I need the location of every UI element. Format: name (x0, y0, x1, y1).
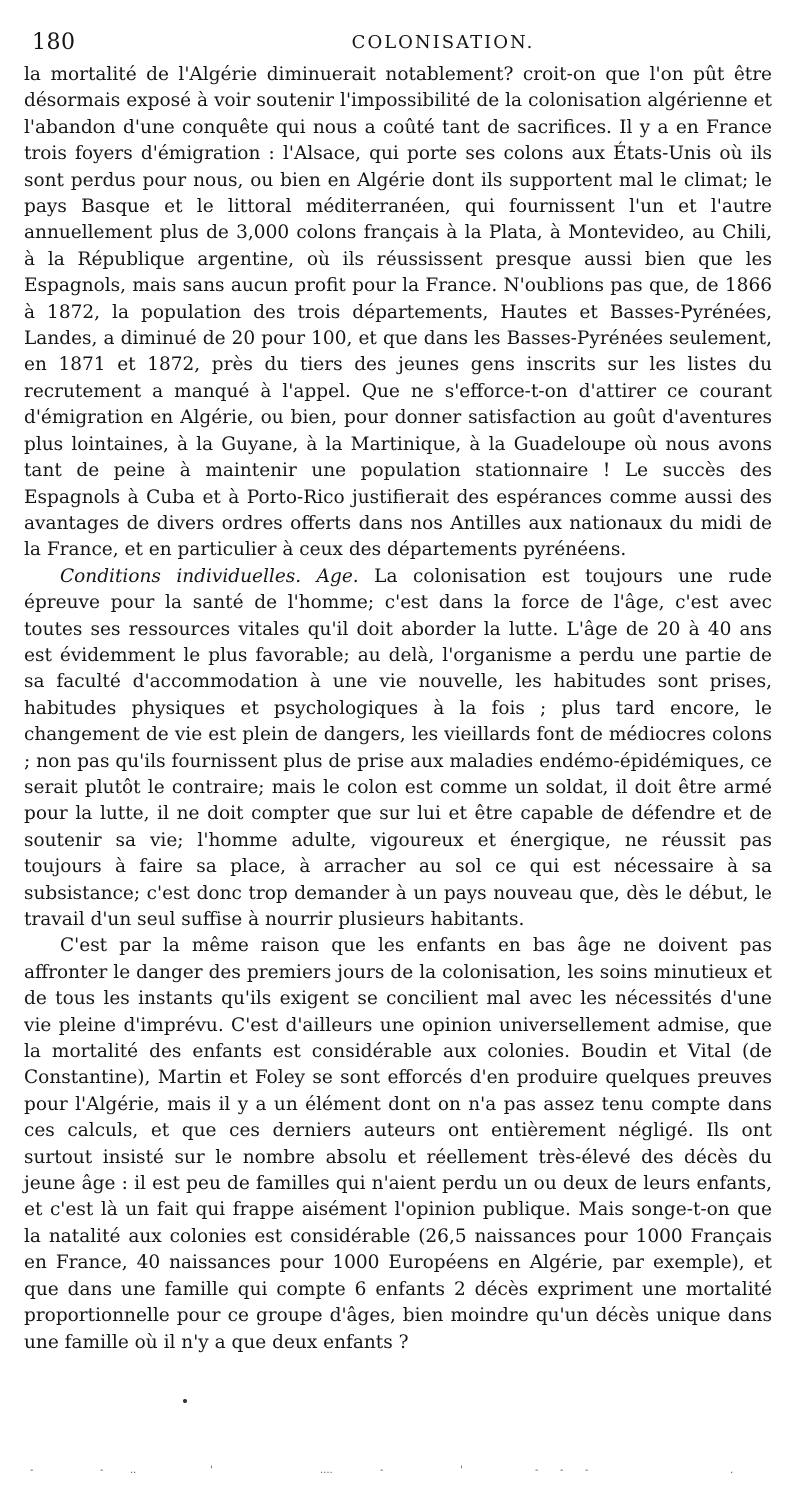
footer-mark: - (100, 1465, 104, 1476)
book-page (24, 28, 772, 1356)
footer-mark: ' (210, 1465, 213, 1476)
page-header (24, 28, 772, 58)
paragraph-2 (24, 564, 772, 934)
footer-mark: - (380, 1465, 384, 1476)
footer-mark: .. (130, 1465, 137, 1476)
paragraph-2-text: La colonisation est toujours une rude épreuve pour la santé de l'homme; c'est dans la force de l'âge, c'est avec toutes ses ressources vitales qu'il doit aborder la lutte. L'âge de 20 à 40 ans est évidemment le plus favorable; au delà, l'organisme a perdu une partie de sa faculté d'accommodation à une vie nouvelle, les habitudes sont prises, habitudes physiques et psychologiques à la fois ; plus tard encore, le changement de vie est plein de dangers, les vieillards font de médiocres colons ; non pas qu'ils fournissent plus de prise aux maladies endémo-épidémiques, ce serait plutôt le contraire; mais le colon est comme un soldat, il doit être armé pour la lutte, il ne doit compter que sur lui et être capable de défendre et de soutenir sa vie; l'homme adulte, vigoureux et énergique, ne réussit pas toujours à faire sa place, à arracher au sol ce qui est nécessaire à sa subsistance; c'est donc trop demander à un pays nouveau que, dès le début, le travail d'un seul suffise à nourrir plusieurs habitants. (24, 565, 773, 930)
paragraph-3: C'est par la même raison que les enfants en bas âge ne doivent pas affronter le danger des premiers jours de la colonisation, les soins minutieux et de tous les instants qu'ils exigent se concilient mal avec les nécessités d'une vie pleine d'imprévu. C'est d'ailleurs une opinion universellement admise, que la mortalité des enfants est considérable aux colonies. Boudin et Vital (de Constantine), Martin et Foley se sont efforcés d'en produire quelques preuves pour l'Algérie, mais il y a un élément dont on n'a pas assez tenu compte dans ces calculs, et que ces derniers auteurs ont entièrement négligé. Ils ont surtout insisté sur le nombre absolu et réellement très-élevé des décès du jeune âge : il est peu de familles qui n'aient perdu un ou deux de leurs enfants, et c'est là un fait qui frappe aisément l'opinion publique. Mais songe-t-on que la natalité aux colonies est considérable (26,5 naissances pour 1000 Français en France, 40 naissances pour 1000 Européens en Algérie, par exemple), et que dans une famille qui compte 6 enfants 2 décès expriment une mortalité proportionnelle pour ce groupe d'âges, bien moindre qu'un décès unique dans une famille où il n'y a que deux enfants ? (24, 935, 772, 1353)
footer-mark: .... (320, 1465, 333, 1476)
page-number: 180 (32, 30, 76, 55)
paragraph-2-lead: Conditions individuelles. Age. (60, 565, 359, 587)
running-title: COLONISATION. (351, 32, 535, 53)
footer-mark: - (30, 1465, 34, 1476)
footer-mark: - (535, 1465, 539, 1476)
body-text (24, 62, 772, 1356)
footer-ink-marks (30, 1466, 770, 1474)
stray-ink-dot (183, 1399, 187, 1403)
footer-mark: ' (460, 1465, 463, 1476)
footer-mark: - (585, 1465, 589, 1476)
footer-mark: . (730, 1465, 734, 1476)
footer-mark: - (560, 1465, 564, 1476)
paragraph-1: la mortalité de l'Algérie diminuerait notablement? croit-on que l'on pût être désormais exposé à voir soutenir l'impossibilité de la colonisation algérienne et l'abandon d'une conquête qui nous a coûté tant de sacrifices. Il y a en France trois foyers d'émigration : l'Alsace, qui porte ses colons aux États-Unis où ils sont perdus pour nous, ou bien en Algérie dont ils supportent mal le climat; le pays Basque et le littoral méditerranéen, qui fournissent l'un et l'autre annuellement plus de 3,000 colons français à la Plata, à Montevideo, au Chili, à la République argentine, où ils réussissent presque aussi bien que les Espagnols, mais sans aucun profit pour la France. N'oublions pas que, de 1866 à 1872, la population des trois départements, Hautes et Basses-Pyrénées, Landes, a diminué de 20 pour 100, et que dans les Basses-Pyrénées seulement, en 1871 et 1872, près du tiers des jeunes gens inscrits sur les listes du recrutement a manqué à l'appel. Que ne s'efforce-t-on d'attirer ce courant d'émigration en Algérie, ou bien, pour donner satisfaction au goût d'aventures plus lointaines, à la Guyane, à la Martinique, à la Guadeloupe où nous avons tant de peine à maintenir une population stationnaire ! Le succès des Espagnols à Cuba et à Porto-Rico justifierait des espérances comme aussi des avantages de divers ordres offerts dans nos Antilles aux nationaux du midi de la France, et en particulier à ceux des départements pyrénéens. (24, 64, 772, 561)
